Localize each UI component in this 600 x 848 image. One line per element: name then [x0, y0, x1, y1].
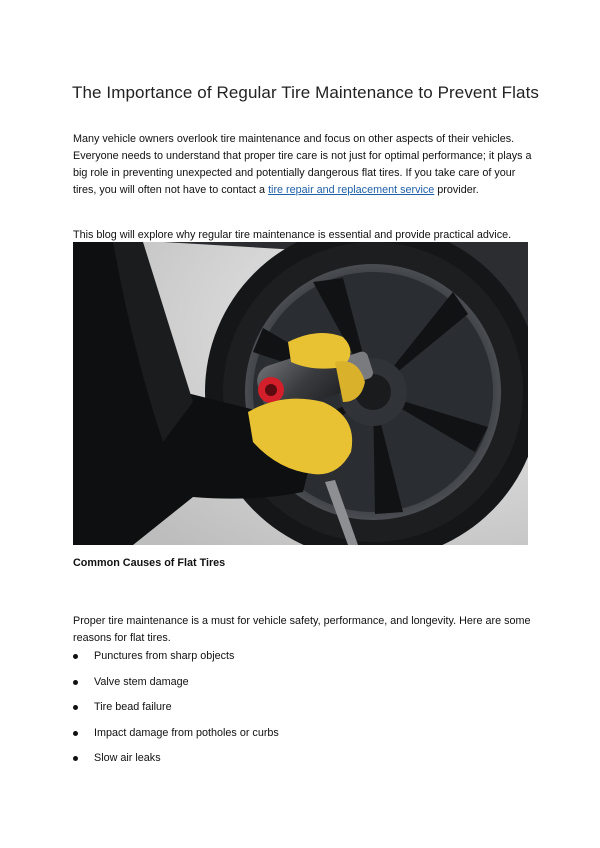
list-item: [73, 725, 279, 751]
page-title: The Importance of Regular Tire Maintenance to Prevent Flats: [72, 83, 540, 103]
intro-paragraph: [73, 131, 533, 200]
list-item-text: Punctures from sharp objects: [94, 650, 235, 662]
section-heading: Common Causes of Flat Tires: [73, 557, 226, 569]
list-item: [73, 750, 279, 776]
list-item-text: Tire bead failure: [94, 701, 172, 714]
bullet-icon: [73, 756, 78, 761]
section-intro-paragraph: Proper tire maintenance is a must for vehicle safety, performance, and longevity. Here are some reasons for flat tires.: [73, 614, 531, 644]
list-item-text: Impact damage from potholes or curbs: [94, 726, 279, 739]
list-item: [73, 699, 279, 725]
bullet-icon: [73, 731, 78, 736]
bullet-icon: [73, 654, 78, 659]
list-item: [73, 648, 279, 674]
list-item-text: Slow air leaks: [94, 752, 161, 765]
list-item-text: Valve stem damage: [94, 675, 189, 688]
causes-list: [73, 648, 279, 776]
mechanic-wheel-photo: [73, 242, 528, 545]
tire-repair-service-link[interactable]: tire repair and replacement service: [268, 184, 435, 197]
photo-illustration: [73, 242, 528, 545]
list-item: [73, 674, 279, 700]
bullet-icon: [73, 680, 78, 685]
intro-text-before-link: Many vehicle owners overlook tire maintenance and focus on other aspects of their vehicles. Everyone needs to understand that proper tire care is not just for optimal performance; it plays a big role in preventing unexpected and potentially dangerous flat tires. If you take care of your tires, you will often not have to contact a: [73, 132, 532, 197]
blog-intro-paragraph: This blog will explore why regular tire maintenance is essential and provide practical advice.: [73, 228, 512, 241]
bullet-icon: [73, 705, 78, 710]
intro-text-after-link: provider.: [434, 184, 479, 197]
